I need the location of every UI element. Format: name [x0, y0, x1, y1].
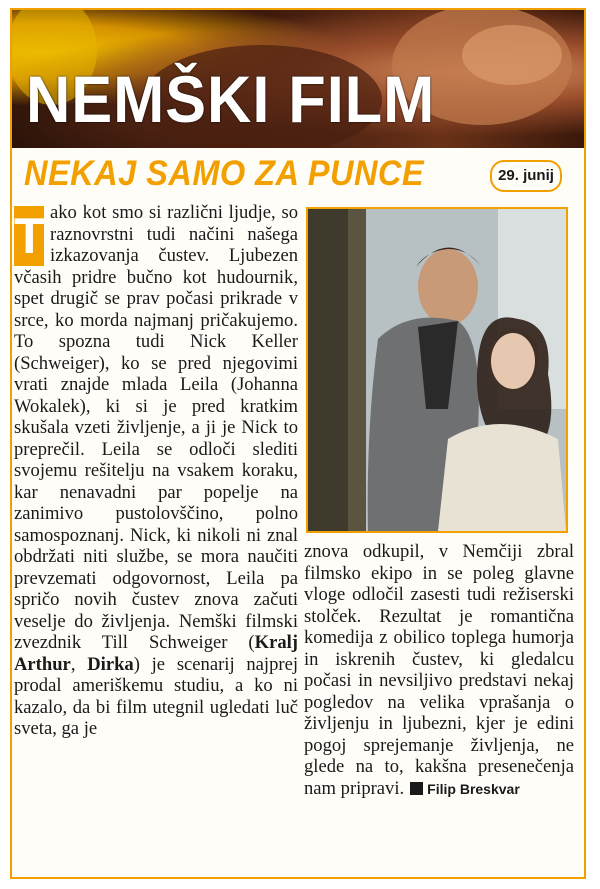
body-text: ) je scenarij najprej prodal ameriškemu studiu, a ko ni kazalo, da bi film utegnil ugledati luč sveta, ga je	[14, 653, 298, 739]
film-title: Dirka	[87, 653, 134, 675]
article-body-right	[304, 541, 574, 863]
banner-image	[12, 10, 584, 148]
date-badge: 29. junij	[490, 160, 562, 192]
author-name: Filip Breskvar	[427, 780, 520, 797]
article-body-left	[14, 202, 298, 862]
drop-cap: T	[14, 208, 45, 264]
film-title: Kralj Arthur	[14, 632, 298, 675]
article-headline: NEKAJ SAMO ZA PUNCE	[24, 154, 425, 193]
body-text: ako kot smo si različni ljudje, so raznovrstni tudi načini našega izkazovanja čustev. Ljubezen včasih pridre bučno kot hudournik, spet drugič se prav počasi prikrade v srce, ko morda najmanj pričakujemo. To spozna tudi Nick Keller (Schweiger), ko se pred njegovimi vrati znajde mlada Leila (Johanna Wokalek), ki si je pred kratkim skušala vzeti življenje, a ji je Nick to preprečil. Leila se odloči slediti svojemu rešitelju na vsakem koraku, kar nenavadni par popelje na zanimivo pustolovščino, polno samospoznanj. Nick, ki nikoli ni znal obdržati niti službe, se mora naučiti prevzemati odgovornost, Leila pa spričo novih čustev znova začuti veselje do življenja. Nemški filmski zvezdnik Till Schweiger (	[14, 202, 298, 653]
author-square-icon	[410, 782, 423, 795]
film-still-photo	[306, 207, 568, 533]
section-title: NEMŠKI FILM	[26, 62, 436, 136]
body-text: ,	[70, 653, 88, 675]
film-still-art	[308, 209, 566, 531]
body-text: znova odkupil, v Nemčiji zbral filmsko ekipo in se poleg glavne vloge odločil zasesti tudi režiserski stolček. Rezultat je romantična komedija z obilico toplega humorja in iskrenih čustev, ki gledalcu počasi in nevsiljivo predstavi nekaj pogledov na velika vprašanja o življenju in ljubezni, kjer je edini pogoj sprejemanje življenja, ne glede na to, kakšna presenečenja nam pripravi.	[304, 541, 574, 799]
